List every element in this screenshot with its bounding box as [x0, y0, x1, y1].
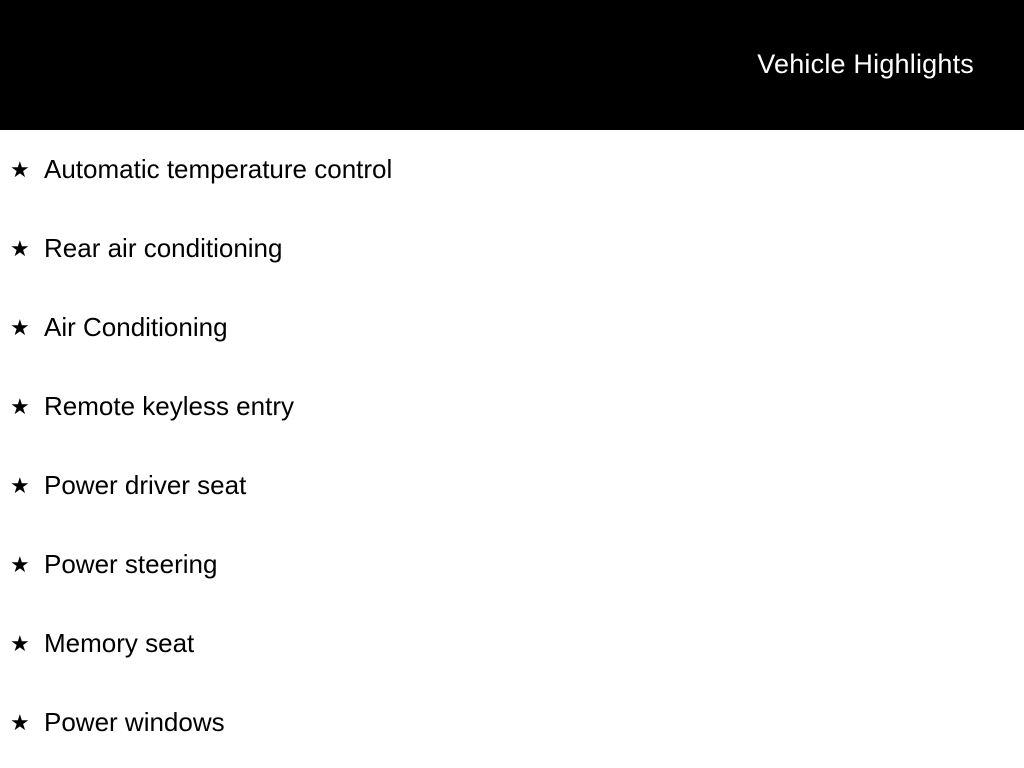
list-item-label: Power steering — [44, 548, 218, 579]
list-item-label: Remote keyless entry — [44, 390, 294, 421]
star-bullet-icon: ★ — [10, 472, 30, 498]
list-item-label: Automatic temperature control — [44, 153, 393, 184]
list-item — [0, 446, 1024, 525]
list-item-label: Memory seat — [44, 627, 195, 658]
list-item-label: Air Conditioning — [44, 311, 228, 342]
star-bullet-icon: ★ — [10, 551, 30, 577]
list-item — [0, 367, 1024, 446]
list-item-label: Power driver seat — [44, 469, 247, 500]
vehicle-highlights-list — [0, 130, 1024, 762]
list-item — [0, 683, 1024, 762]
header-bar — [0, 0, 1024, 130]
page-title: Vehicle Highlights — [757, 49, 974, 79]
star-bullet-icon: ★ — [10, 314, 30, 340]
list-item — [0, 130, 1024, 209]
star-bullet-icon: ★ — [10, 709, 30, 735]
list-item — [0, 288, 1024, 367]
star-bullet-icon: ★ — [10, 156, 30, 182]
star-bullet-icon: ★ — [10, 393, 30, 419]
list-item — [0, 209, 1024, 288]
list-item — [0, 525, 1024, 604]
star-bullet-icon: ★ — [10, 235, 30, 261]
star-bullet-icon: ★ — [10, 630, 30, 656]
list-item-label: Rear air conditioning — [44, 232, 283, 263]
list-item — [0, 604, 1024, 683]
list-item-label: Power windows — [44, 706, 225, 737]
